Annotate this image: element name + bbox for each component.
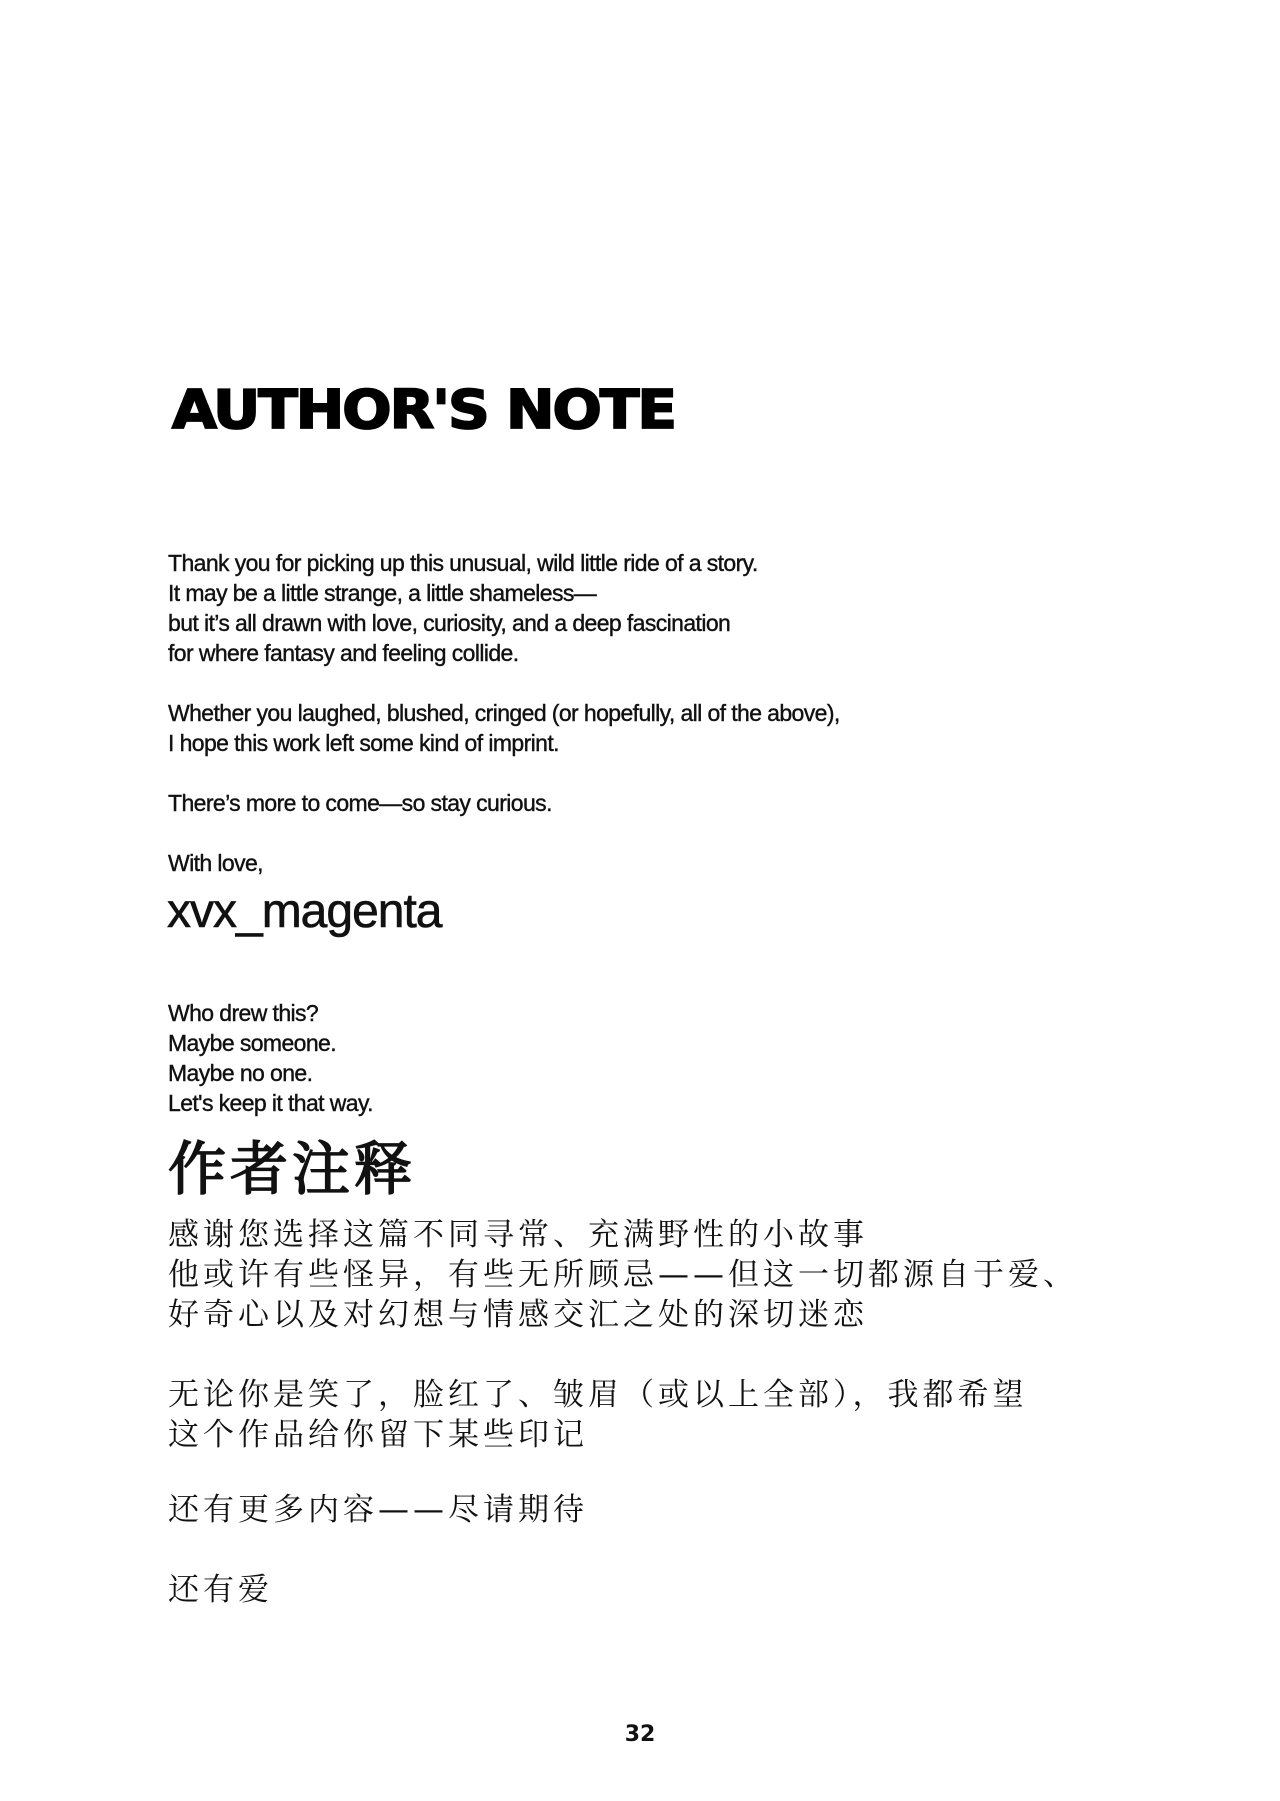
- text-line: It may be a little strange, a little shameless—: [168, 580, 597, 606]
- english-paragraph-intro: [168, 548, 1068, 668]
- text-line: for where fantasy and feeling collide.: [168, 640, 519, 666]
- text-line: Who drew this?: [168, 1000, 319, 1026]
- english-paragraph-reaction: [168, 698, 1068, 758]
- chinese-paragraph-intro: [168, 1215, 1188, 1335]
- text-line: I hope this work left some kind of imprint.: [168, 730, 559, 756]
- text-line: 好奇心以及对幻想与情感交汇之处的深切迷恋: [168, 1297, 868, 1333]
- chinese-paragraph-reaction: [168, 1375, 1188, 1455]
- chinese-title: 作者注释: [168, 1135, 417, 1203]
- text-line: 他或许有些怪异，有些无所顾忌——但这一切都源自于爱、: [168, 1257, 1078, 1293]
- page-title: AUTHOR'S NOTE: [172, 378, 676, 441]
- text-line: Maybe no one.: [168, 1060, 313, 1086]
- text-line: Let's keep it that way.: [168, 1090, 373, 1116]
- text-line: There’s more to come—so stay curious.: [168, 790, 552, 816]
- english-closing: [168, 848, 1068, 878]
- text-line: Thank you for picking up this unusual, wild little ride of a story.: [168, 550, 758, 576]
- text-line: 这个作品给你留下某些印记: [168, 1417, 588, 1453]
- text-line: With love,: [168, 850, 263, 876]
- text-line: but it’s all drawn with love, curiosity, and a deep fascination: [168, 610, 731, 636]
- text-line: Maybe someone.: [168, 1030, 337, 1056]
- text-line: 无论你是笑了，脸红了、皱眉（或以上全部），我都希望: [168, 1377, 1028, 1413]
- page-number: 32: [624, 1722, 656, 1747]
- english-paragraph-more: [168, 788, 1068, 818]
- english-paragraph-anonymous: [168, 998, 1068, 1118]
- text-line: Whether you laughed, blushed, cringed (or hopefully, all of the above),: [168, 700, 840, 726]
- text-line: 感谢您选择这篇不同寻常、充满野性的小故事: [168, 1217, 868, 1253]
- text-line: 还有更多内容——尽请期待: [168, 1492, 588, 1528]
- chinese-paragraph-more: [168, 1490, 1188, 1530]
- chinese-closing: [168, 1570, 1188, 1610]
- text-line: 还有爱: [168, 1572, 273, 1608]
- author-signature: xvx_magenta: [167, 885, 442, 938]
